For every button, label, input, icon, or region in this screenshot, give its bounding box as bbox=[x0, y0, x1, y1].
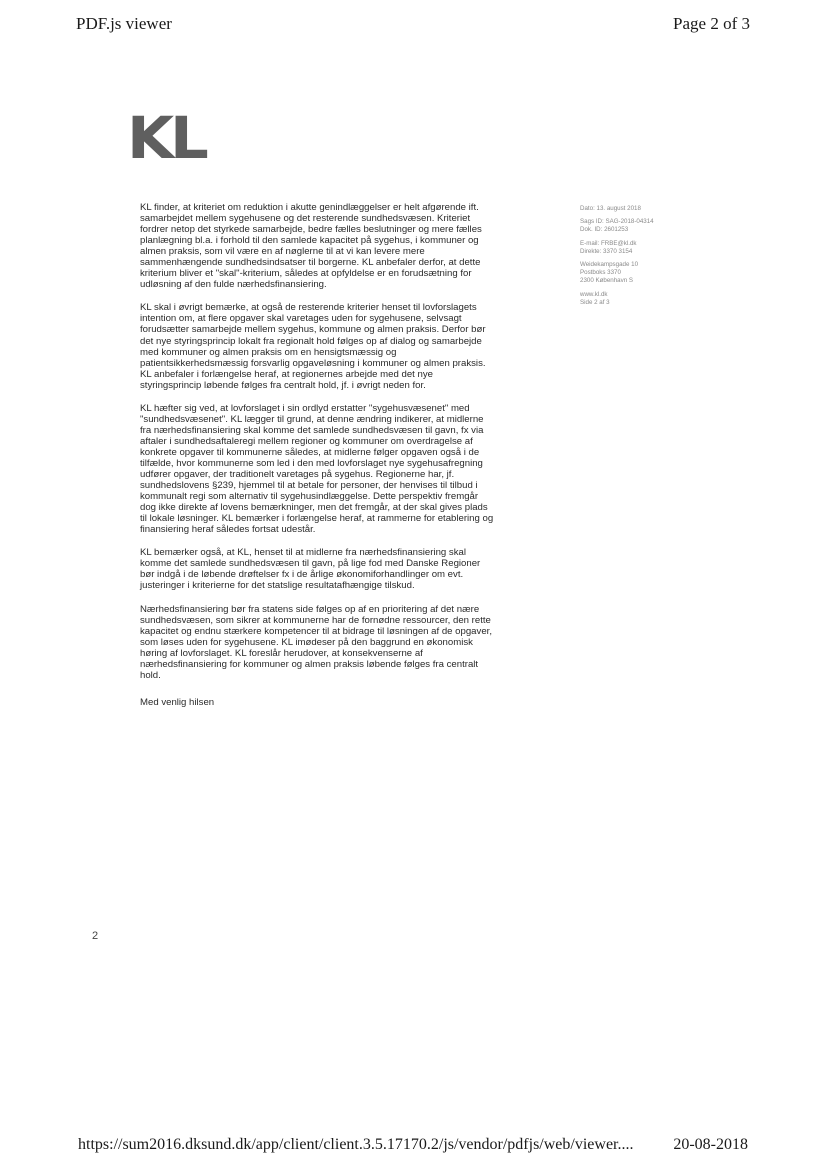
paragraph-5: Nærhedsfinansiering bør fra statens side følges op af en prioritering af det nære sundhedsvæsen, som sikrer at kommunerne har de fornødne ressourcer, den rette kapacitet og endnu stærkere kompetencer til at bidrage til løsningen af de opgaver, som løses uden for sygehusene. KL imødeser på den baggrund en økonomisk høring af lovforslaget. KL foreslår herudover, at konsekvenserne af nærhedsfinansiering for kommuner og almen praksis løbende følges fra centralt hold. bbox=[140, 603, 492, 681]
meta-direct-phone: Direkte: 3370 3154 bbox=[580, 247, 633, 255]
meta-address-box: Postboks 3370 bbox=[580, 269, 621, 277]
letter-metadata bbox=[580, 205, 690, 312]
paragraph-1: KL finder, at kriteriet om reduktion i akutte genindlæggelser er helt afgørende ift. samarbejdet mellem sygehusene og det resterende sundhedsvæsen. Kriteriet fordrer netop det styrkede samarbejde, bedre fælles beslutninger og mere fælles planlægning bl.a. i forhold til den samlede kapacitet på sygehus, i kommuner og almen praksis, som vil være en af nøglerne til at vi kan levere mere sammenhængende sundhedsindsatser til borgerne. KL anbefaler derfor, at dette kriterium bliver et "skal"-kriterium, således at opfyldelse er en forudsætning for udløsning af den fulde nærhedsfinansiering. bbox=[140, 202, 482, 291]
page-number: 2 bbox=[92, 930, 99, 942]
meta-website: www.kl.dk bbox=[580, 290, 608, 298]
letter-body bbox=[140, 202, 495, 720]
meta-address-street: Weidekampsgade 10 bbox=[580, 261, 639, 269]
paragraph-2: KL skal i øvrigt bemærke, at også de resterende kriterier henset til lovforslagets intention om, at flere opgaver skal varetages uden for sygehusene, selvsagt forudsætter samarbejde mellem sygehus, kommune og almen praksis. Derfor bør det nye styringsprincip lokalt fra regionalt hold følges op af dialog og samarbejde med kommuner og almen praksis om en hensigtsmæssig og patientsikkerhedsmæssig forsvarlig opgaveløsning i kommuner og almen praksis. KL anbefaler i forlængelse heraf, at regionernes arbejde med det nye styringsprincip løbende følges fra centralt hold, jf. i øvrigt neden for. bbox=[140, 302, 486, 391]
paragraph-4: KL bemærker også, at KL, henset til at midlerne fra nærhedsfinansiering skal komme det samlede sundhedsvæsen til gavn, på lige fod med Danske Regioner bør indgå i de løbende drøftelser fx i de årlige økonomiforhandlinger om evt. justeringer i kriterierne for det statslige resultatafhængige tilskud. bbox=[140, 547, 481, 592]
meta-date: Dato: 13. august 2018 bbox=[580, 205, 641, 212]
footer-url: https://sum2016.dksund.dk/app/client/client.3.5.17170.2/js/vendor/pdfjs/web/viewer.... bbox=[78, 1136, 634, 1153]
meta-email: E-mail: FRBE@kl.dk bbox=[580, 239, 637, 247]
meta-page: Side 2 af 3 bbox=[580, 298, 610, 306]
meta-dok-id: Dok. ID: 2601253 bbox=[580, 226, 629, 234]
closing-salutation: Med venlig hilsen bbox=[140, 696, 215, 708]
page-indicator: Page 2 of 3 bbox=[673, 14, 750, 33]
meta-address-city: 2300 København S bbox=[580, 277, 633, 285]
footer-date: 20-08-2018 bbox=[673, 1136, 748, 1153]
meta-sags-id: Sags ID: SAG-2018-04314 bbox=[580, 218, 654, 226]
kl-logo: KL bbox=[127, 104, 205, 172]
paragraph-3: KL hæfter sig ved, at lovforslaget i sin ordlyd erstatter "sygehusvæsenet" med "sundhedsvæsenet". KL lægger til grund, at denne ændring indikerer, at midlerne fra nærhedsfinansiering skal komme det samlede sundhedsvæsen til gavn, fx via aftaler i sundhedsaftaleregi mellem regioner og kommuner om overdragelse af konkrete opgaver til kommunerne således, at midlerne følger opgaven også i de tilfælde, hvor kommunerne som led i den med lovforslaget nye sygehusafregning udfører opgaver, der traditionelt varetages på sygehus. Regionerne har, jf. sundhedslovens §239, hjemmel til at betale for personer, der henvises til tilbud i kommunalt regi som alternativ til sygehusindlæggelse. Dette perspektiv fremgår dog ikke direkte af lovens bemærkninger, men det fremgår, at der skal gives plads til lokale løsninger. KL bemærker i forlængelse heraf, at rammerne for etablering og finansiering heraf således fortsat udestår. bbox=[140, 402, 494, 536]
viewer-title: PDF.js viewer bbox=[76, 14, 172, 33]
